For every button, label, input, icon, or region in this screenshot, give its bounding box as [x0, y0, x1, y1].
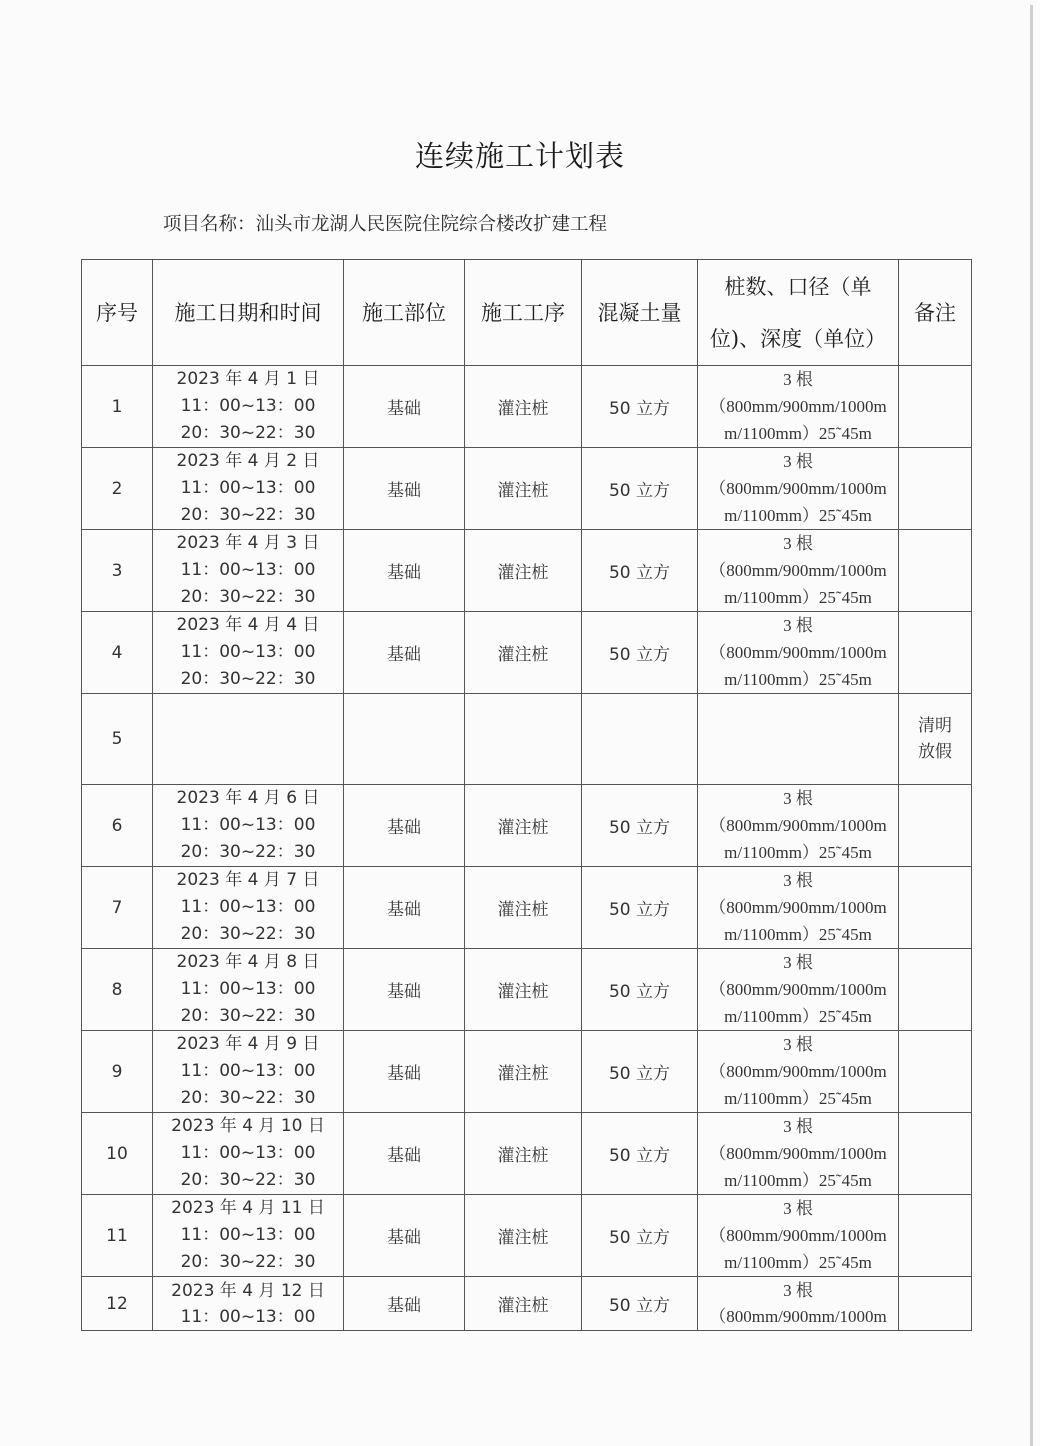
cell-time-1: 11：00~13：00	[180, 897, 316, 917]
cell-piles-spec-1: （800mm/900mm/1000m	[709, 1062, 887, 1081]
cell-concrete	[582, 694, 698, 785]
cell-date: 2023 年 4 月 2 日	[176, 451, 320, 471]
header-datetime: 施工日期和时间	[153, 260, 344, 366]
table-row	[82, 867, 972, 949]
cell-datetime	[153, 1195, 344, 1277]
cell-piles-spec-1: （800mm/900mm/1000m	[709, 397, 887, 416]
cell-date: 2023 年 4 月 3 日	[176, 533, 320, 553]
cell-remark	[899, 785, 972, 867]
cell-piles-count: 3 根	[783, 452, 813, 471]
cell-piles-spec-1: （800mm/900mm/1000m	[709, 1226, 887, 1245]
cell-time-1: 11：00~13：00	[180, 396, 316, 416]
header-piles-line1: 桩数、口径（单	[724, 274, 872, 299]
cell-process: 灌注桩	[465, 785, 582, 867]
cell-datetime	[153, 366, 344, 448]
cell-piles-spec-2: m/1100mm）25˜45m	[724, 1253, 872, 1272]
project-label: 项目名称：	[163, 214, 256, 235]
cell-remark	[899, 1277, 972, 1331]
cell-process: 灌注桩	[465, 1113, 582, 1195]
cell-remark	[899, 530, 972, 612]
cell-piles-spec-2: m/1100mm）25˜45m	[724, 670, 872, 689]
cell-location: 基础	[344, 612, 465, 694]
cell-date: 2023 年 4 月 10 日	[171, 1116, 325, 1136]
table-row	[82, 949, 972, 1031]
cell-process: 灌注桩	[465, 1195, 582, 1277]
cell-piles-count: 3 根	[783, 871, 813, 890]
cell-seq: 11	[82, 1195, 153, 1277]
cell-time-2: 20：30~22：30	[180, 1252, 316, 1272]
cell-piles-count: 3 根	[783, 1035, 813, 1054]
cell-datetime	[153, 448, 344, 530]
cell-date: 2023 年 4 月 11 日	[171, 1198, 325, 1218]
cell-process: 灌注桩	[465, 448, 582, 530]
cell-location: 基础	[344, 785, 465, 867]
cell-piles-spec-2: m/1100mm）25˜45m	[724, 1171, 872, 1190]
cell-piles-spec-2: m/1100mm）25˜45m	[724, 1089, 872, 1108]
cell-time-1: 11：00~13：00	[180, 642, 316, 662]
cell-piles	[698, 1113, 899, 1195]
cell-time-1: 11：00~13：00	[180, 478, 316, 498]
table-row	[82, 1195, 972, 1277]
cell-time-1: 11：00~13：00	[180, 560, 316, 580]
cell-time-2: 20：30~22：30	[180, 842, 316, 862]
cell-location: 基础	[344, 448, 465, 530]
cell-process: 灌注桩	[465, 612, 582, 694]
cell-time-2: 20：30~22：30	[180, 1170, 316, 1190]
cell-location: 基础	[344, 1195, 465, 1277]
cell-piles	[698, 694, 899, 785]
cell-concrete: 50 立方	[582, 785, 698, 867]
cell-datetime	[153, 949, 344, 1031]
cell-piles-spec-1: （800mm/900mm/1000m	[709, 980, 887, 999]
cell-process: 灌注桩	[465, 1277, 582, 1331]
cell-datetime	[153, 612, 344, 694]
cell-piles-count: 3 根	[783, 789, 813, 808]
cell-piles-count: 3 根	[783, 370, 813, 389]
cell-date: 2023 年 4 月 12 日	[171, 1280, 325, 1301]
cell-concrete: 50 立方	[582, 949, 698, 1031]
cell-location: 基础	[344, 530, 465, 612]
cell-concrete: 50 立方	[582, 1031, 698, 1113]
project-name-line	[163, 210, 607, 236]
cell-piles-spec-1: （800mm/900mm/1000m	[709, 1306, 887, 1326]
cell-piles	[698, 612, 899, 694]
cell-remark-1: 清明	[918, 716, 952, 736]
cell-concrete: 50 立方	[582, 1113, 698, 1195]
table-row	[82, 785, 972, 867]
cell-remark	[899, 867, 972, 949]
cell-piles-spec-1: （800mm/900mm/1000m	[709, 643, 887, 662]
cell-remark	[899, 448, 972, 530]
cell-concrete: 50 立方	[582, 612, 698, 694]
scan-page-edge	[1030, 5, 1033, 1446]
cell-piles-spec-2: m/1100mm）25˜45m	[724, 1007, 872, 1026]
cell-piles-spec-1: （800mm/900mm/1000m	[709, 479, 887, 498]
cell-seq: 12	[82, 1277, 153, 1331]
cell-time-2: 20：30~22：30	[180, 1006, 316, 1026]
cell-date: 2023 年 4 月 6 日	[176, 788, 320, 808]
cell-piles-count: 3 根	[783, 1280, 813, 1300]
cell-remark	[899, 1031, 972, 1113]
cell-time-2: 20：30~22：30	[180, 505, 316, 525]
cell-process: 灌注桩	[465, 530, 582, 612]
project-name: 汕头市龙湖人民医院住院综合楼改扩建工程	[255, 214, 608, 235]
cell-piles-spec-1: （800mm/900mm/1000m	[709, 561, 887, 580]
cell-seq: 2	[82, 448, 153, 530]
cell-seq: 10	[82, 1113, 153, 1195]
cell-process: 灌注桩	[465, 1031, 582, 1113]
cell-remark-2: 放假	[918, 742, 952, 762]
cell-date: 2023 年 4 月 4 日	[176, 615, 320, 635]
cell-datetime	[153, 530, 344, 612]
cell-piles-count: 3 根	[783, 616, 813, 635]
cell-seq: 4	[82, 612, 153, 694]
cell-remark	[899, 1195, 972, 1277]
cell-seq: 9	[82, 1031, 153, 1113]
cell-datetime	[153, 785, 344, 867]
cell-location: 基础	[344, 1031, 465, 1113]
table-row	[82, 1113, 972, 1195]
cell-time-2: 20：30~22：30	[180, 669, 316, 689]
cell-location: 基础	[344, 949, 465, 1031]
cell-process: 灌注桩	[465, 867, 582, 949]
cell-piles-spec-2: m/1100mm）25˜45m	[724, 843, 872, 862]
cell-piles	[698, 1031, 899, 1113]
cell-piles-spec-2: m/1100mm）25˜45m	[724, 588, 872, 607]
document-title: 连续施工计划表	[414, 139, 625, 173]
table-row	[82, 694, 972, 785]
cell-time-1: 11：00~13：00	[180, 1143, 316, 1163]
table-row	[82, 366, 972, 448]
cell-piles-spec-2: m/1100mm）25˜45m	[724, 925, 872, 944]
table-row	[82, 530, 972, 612]
header-concrete: 混凝土量	[582, 260, 698, 366]
cell-concrete: 50 立方	[582, 867, 698, 949]
construction-schedule-table	[81, 259, 972, 1331]
cell-piles	[698, 867, 899, 949]
cell-time-2: 20：30~22：30	[180, 924, 316, 944]
cell-seq: 6	[82, 785, 153, 867]
cell-time-1: 11：00~13：00	[180, 979, 316, 999]
cell-datetime	[153, 1113, 344, 1195]
cell-piles	[698, 949, 899, 1031]
header-seq: 序号	[82, 260, 153, 366]
cell-time-1: 11：00~13：00	[180, 815, 316, 835]
header-remark: 备注	[899, 260, 972, 366]
cell-concrete: 50 立方	[582, 1277, 698, 1331]
cell-piles-count: 3 根	[783, 534, 813, 553]
cell-piles-count: 3 根	[783, 1199, 813, 1218]
cell-time-2: 20：30~22：30	[180, 1088, 316, 1108]
cell-datetime	[153, 867, 344, 949]
cell-datetime	[153, 1031, 344, 1113]
table-row	[82, 1031, 972, 1113]
cell-datetime	[153, 694, 344, 785]
cell-seq: 8	[82, 949, 153, 1031]
cell-concrete: 50 立方	[582, 530, 698, 612]
table-row	[82, 448, 972, 530]
cell-datetime	[153, 1277, 344, 1331]
cell-concrete: 50 立方	[582, 448, 698, 530]
cell-concrete: 50 立方	[582, 1195, 698, 1277]
table-row	[82, 1277, 972, 1331]
cell-piles	[698, 366, 899, 448]
cell-date: 2023 年 4 月 9 日	[176, 1034, 320, 1054]
cell-piles-spec-1: （800mm/900mm/1000m	[709, 1144, 887, 1163]
cell-location: 基础	[344, 1113, 465, 1195]
cell-location: 基础	[344, 867, 465, 949]
cell-piles	[698, 530, 899, 612]
cell-location: 基础	[344, 1277, 465, 1331]
cell-piles-spec-1: （800mm/900mm/1000m	[709, 816, 887, 835]
cell-remark	[899, 694, 972, 785]
cell-piles	[698, 785, 899, 867]
cell-remark	[899, 949, 972, 1031]
cell-time-1: 11：00~13：00	[180, 1306, 316, 1327]
header-piles	[698, 260, 899, 366]
table-row	[82, 612, 972, 694]
cell-remark	[899, 366, 972, 448]
header-piles-line2: 位)、深度（单位）	[709, 326, 887, 351]
cell-concrete: 50 立方	[582, 366, 698, 448]
cell-location: 基础	[344, 366, 465, 448]
header-process: 施工工序	[465, 260, 582, 366]
cell-piles-spec-1: （800mm/900mm/1000m	[709, 898, 887, 917]
cell-process: 灌注桩	[465, 366, 582, 448]
cell-seq: 5	[82, 694, 153, 785]
cell-piles-spec-2: m/1100mm）25˜45m	[724, 506, 872, 525]
cell-time-2: 20：30~22：30	[180, 587, 316, 607]
cell-remark	[899, 612, 972, 694]
header-row	[82, 260, 972, 366]
cell-location	[344, 694, 465, 785]
cell-piles	[698, 448, 899, 530]
cell-time-1: 11：00~13：00	[180, 1225, 316, 1245]
cell-seq: 1	[82, 366, 153, 448]
cell-date: 2023 年 4 月 7 日	[176, 870, 320, 890]
cell-process	[465, 694, 582, 785]
header-location: 施工部位	[344, 260, 465, 366]
cell-time-2: 20：30~22：30	[180, 423, 316, 443]
cell-piles	[698, 1195, 899, 1277]
cell-remark	[899, 1113, 972, 1195]
cell-date: 2023 年 4 月 1 日	[176, 369, 320, 389]
cell-date: 2023 年 4 月 8 日	[176, 952, 320, 972]
cell-seq: 7	[82, 867, 153, 949]
cell-piles-count: 3 根	[783, 953, 813, 972]
cell-piles-spec-2: m/1100mm）25˜45m	[724, 424, 872, 443]
cell-seq: 3	[82, 530, 153, 612]
cell-time-1: 11：00~13：00	[180, 1061, 316, 1081]
cell-piles	[698, 1277, 899, 1331]
cell-piles-count: 3 根	[783, 1117, 813, 1136]
cell-process: 灌注桩	[465, 949, 582, 1031]
